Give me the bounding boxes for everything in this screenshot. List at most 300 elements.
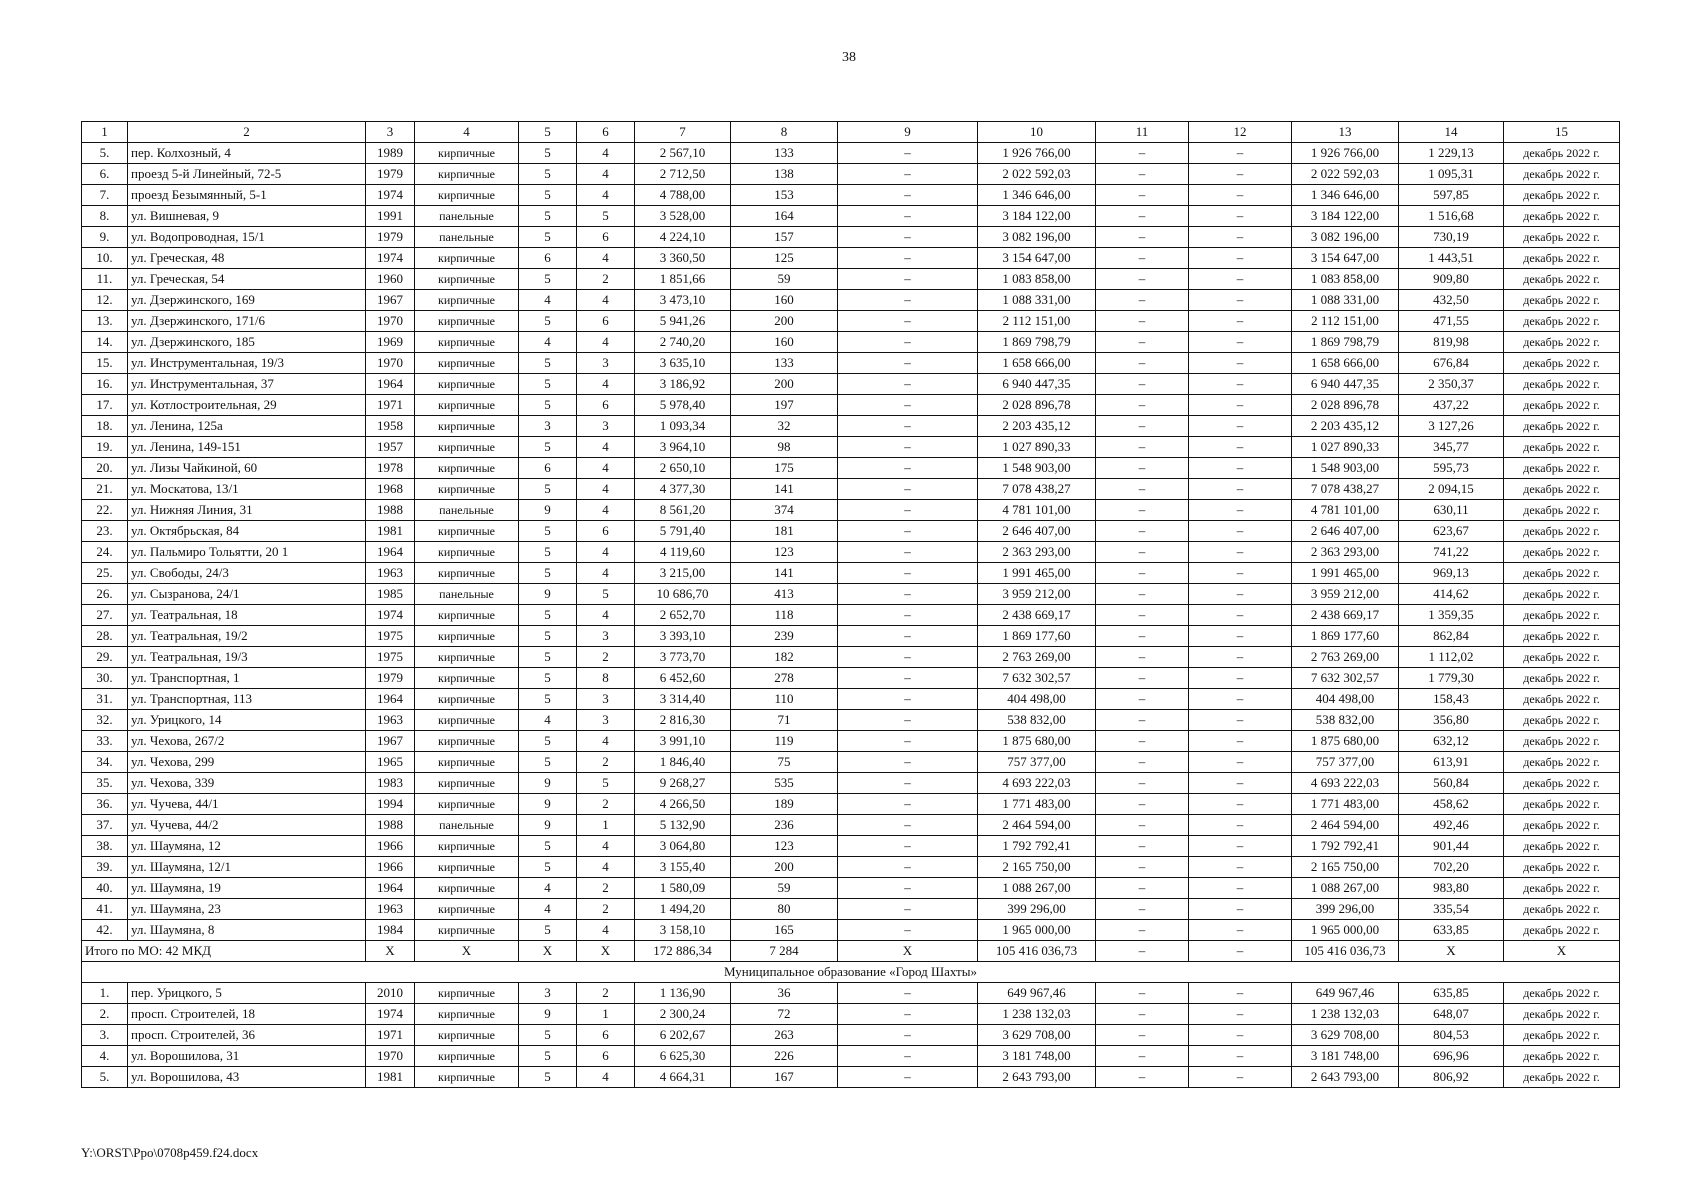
cell-year: 1964 [366, 689, 415, 710]
cell-address: ул. Театральная, 19/3 [128, 647, 366, 668]
cell-unit-cost: 1 229,13 [1399, 143, 1504, 164]
cell-cost: 2 438 669,17 [978, 605, 1096, 626]
cell-people: 226 [731, 1046, 838, 1067]
cell-col12: – [1189, 1025, 1292, 1046]
cell-entrances: 4 [577, 458, 635, 479]
cell-col12: – [1189, 458, 1292, 479]
cell-address: просп. Строителей, 18 [128, 1004, 366, 1025]
cell-area: 3 155,40 [635, 857, 731, 878]
cell-total: 7 632 302,57 [1292, 668, 1399, 689]
cell-col12: – [1189, 815, 1292, 836]
cell-number: 21. [82, 479, 128, 500]
cell-col11: – [1096, 1046, 1189, 1067]
cell-col11: – [1096, 605, 1189, 626]
cell-date: декабрь 2022 г. [1504, 899, 1620, 920]
cell-date: декабрь 2022 г. [1504, 836, 1620, 857]
cell-entrances: 2 [577, 752, 635, 773]
cell-col12: – [1189, 542, 1292, 563]
cell-cost: 1 083 858,00 [978, 269, 1096, 290]
cell-area: 1 580,09 [635, 878, 731, 899]
cell-floors: 9 [519, 773, 577, 794]
cell-number: 4. [82, 1046, 128, 1067]
cell-total: 1 088 331,00 [1292, 290, 1399, 311]
cell-col11: – [1096, 563, 1189, 584]
cell-total: 1 965 000,00 [1292, 920, 1399, 941]
cell-floors: 4 [519, 710, 577, 731]
cell-area: 5 978,40 [635, 395, 731, 416]
column-header: 7 [635, 122, 731, 143]
cell-cost: 1 875 680,00 [978, 731, 1096, 752]
cell-address: ул. Чехова, 299 [128, 752, 366, 773]
cell-col12: – [1189, 269, 1292, 290]
cell-col9: – [838, 647, 978, 668]
cell-total: 1 088 267,00 [1292, 878, 1399, 899]
cell-col12: – [1189, 836, 1292, 857]
cell-entrances: 5 [577, 206, 635, 227]
cell-area: 6 625,30 [635, 1046, 731, 1067]
cell-material: кирпичные [415, 689, 519, 710]
cell-floors: 5 [519, 185, 577, 206]
cell-unit-cost: 623,67 [1399, 521, 1504, 542]
cell-unit-cost: 432,50 [1399, 290, 1504, 311]
cell-floors: 5 [519, 857, 577, 878]
table-row [82, 311, 1620, 332]
cell-col9: – [838, 1025, 978, 1046]
cell-floors: 4 [519, 878, 577, 899]
cell-entrances: 6 [577, 395, 635, 416]
cell-total: 2 203 435,12 [1292, 416, 1399, 437]
total-floors: X [519, 941, 577, 962]
cell-col9: – [838, 353, 978, 374]
cell-area: 3 360,50 [635, 248, 731, 269]
cell-unit-cost: 1 443,51 [1399, 248, 1504, 269]
cell-number: 22. [82, 500, 128, 521]
cell-number: 32. [82, 710, 128, 731]
cell-people: 118 [731, 605, 838, 626]
column-header: 2 [128, 122, 366, 143]
cell-address: ул. Москатова, 13/1 [128, 479, 366, 500]
cell-material: кирпичные [415, 647, 519, 668]
cell-col12: – [1189, 227, 1292, 248]
cell-col9: – [838, 185, 978, 206]
cell-year: 1963 [366, 899, 415, 920]
header-row [82, 122, 1620, 143]
cell-entrances: 6 [577, 311, 635, 332]
cell-col11: – [1096, 290, 1189, 311]
cell-entrances: 4 [577, 374, 635, 395]
cell-col12: – [1189, 1067, 1292, 1088]
cell-material: кирпичные [415, 752, 519, 773]
cell-number: 29. [82, 647, 128, 668]
cell-date: декабрь 2022 г. [1504, 290, 1620, 311]
column-header: 4 [415, 122, 519, 143]
cell-unit-cost: 414,62 [1399, 584, 1504, 605]
cell-cost: 649 967,46 [978, 983, 1096, 1004]
cell-col12: – [1189, 1046, 1292, 1067]
cell-year: 1965 [366, 752, 415, 773]
cell-material: кирпичные [415, 521, 519, 542]
cell-people: 75 [731, 752, 838, 773]
cell-cost: 1 088 331,00 [978, 290, 1096, 311]
cell-people: 71 [731, 710, 838, 731]
total-col9: X [838, 941, 978, 962]
cell-entrances: 3 [577, 710, 635, 731]
cell-year: 2010 [366, 983, 415, 1004]
cell-col12: – [1189, 920, 1292, 941]
table-row [82, 647, 1620, 668]
cell-people: 236 [731, 815, 838, 836]
cell-people: 535 [731, 773, 838, 794]
cell-year: 1958 [366, 416, 415, 437]
cell-year: 1978 [366, 458, 415, 479]
section2-body [82, 983, 1620, 1088]
table-row [82, 332, 1620, 353]
cell-col11: – [1096, 500, 1189, 521]
cell-unit-cost: 909,80 [1399, 269, 1504, 290]
cell-col12: – [1189, 710, 1292, 731]
cell-total: 3 181 748,00 [1292, 1046, 1399, 1067]
cell-cost: 404 498,00 [978, 689, 1096, 710]
table-row [82, 437, 1620, 458]
cell-col9: – [838, 983, 978, 1004]
cell-year: 1979 [366, 668, 415, 689]
cell-cost: 2 028 896,78 [978, 395, 1096, 416]
cell-address: ул. Урицкого, 14 [128, 710, 366, 731]
cell-col12: – [1189, 647, 1292, 668]
cell-unit-cost: 648,07 [1399, 1004, 1504, 1025]
cell-material: кирпичные [415, 542, 519, 563]
cell-number: 36. [82, 794, 128, 815]
cell-material: кирпичные [415, 878, 519, 899]
cell-floors: 5 [519, 605, 577, 626]
table-row [82, 416, 1620, 437]
cell-cost: 1 088 267,00 [978, 878, 1096, 899]
cell-floors: 5 [519, 920, 577, 941]
cell-year: 1970 [366, 311, 415, 332]
cell-address: пер. Колхозный, 4 [128, 143, 366, 164]
cell-floors: 5 [519, 836, 577, 857]
cell-col11: – [1096, 269, 1189, 290]
cell-cost: 2 643 793,00 [978, 1067, 1096, 1088]
cell-cost: 2 112 151,00 [978, 311, 1096, 332]
cell-total: 1 548 903,00 [1292, 458, 1399, 479]
cell-cost: 1 658 666,00 [978, 353, 1096, 374]
cell-people: 160 [731, 290, 838, 311]
cell-number: 16. [82, 374, 128, 395]
cell-area: 6 202,67 [635, 1025, 731, 1046]
cell-area: 3 215,00 [635, 563, 731, 584]
cell-cost: 399 296,00 [978, 899, 1096, 920]
cell-address: пер. Урицкого, 5 [128, 983, 366, 1004]
cell-material: кирпичные [415, 374, 519, 395]
cell-total: 4 693 222,03 [1292, 773, 1399, 794]
cell-address: ул. Шаумяна, 8 [128, 920, 366, 941]
column-header: 15 [1504, 122, 1620, 143]
cell-floors: 5 [519, 521, 577, 542]
cell-area: 2 652,70 [635, 605, 731, 626]
cell-year: 1974 [366, 1004, 415, 1025]
cell-col12: – [1189, 143, 1292, 164]
cell-year: 1964 [366, 878, 415, 899]
cell-number: 1. [82, 983, 128, 1004]
cell-unit-cost: 471,55 [1399, 311, 1504, 332]
cell-cost: 3 184 122,00 [978, 206, 1096, 227]
cell-unit-cost: 862,84 [1399, 626, 1504, 647]
table-row [82, 689, 1620, 710]
cell-year: 1970 [366, 1046, 415, 1067]
cell-entrances: 3 [577, 626, 635, 647]
cell-total: 3 082 196,00 [1292, 227, 1399, 248]
cell-people: 133 [731, 353, 838, 374]
cell-date: декабрь 2022 г. [1504, 773, 1620, 794]
cell-date: декабрь 2022 г. [1504, 353, 1620, 374]
cell-floors: 9 [519, 1004, 577, 1025]
cell-col9: – [838, 752, 978, 773]
cell-date: декабрь 2022 г. [1504, 311, 1620, 332]
cell-address: ул. Шаумяна, 12/1 [128, 857, 366, 878]
cell-col9: – [838, 773, 978, 794]
cell-material: кирпичные [415, 1025, 519, 1046]
cell-address: ул. Транспортная, 1 [128, 668, 366, 689]
cell-date: декабрь 2022 г. [1504, 437, 1620, 458]
cell-year: 1989 [366, 143, 415, 164]
cell-material: кирпичные [415, 1004, 519, 1025]
cell-cost: 1 027 890,33 [978, 437, 1096, 458]
cell-year: 1957 [366, 437, 415, 458]
cell-total: 1 792 792,41 [1292, 836, 1399, 857]
cell-col12: – [1189, 290, 1292, 311]
cell-total: 1 869 177,60 [1292, 626, 1399, 647]
cell-address: ул. Дзержинского, 171/6 [128, 311, 366, 332]
cell-area: 8 561,20 [635, 500, 731, 521]
cell-col9: – [838, 290, 978, 311]
cell-year: 1964 [366, 374, 415, 395]
cell-area: 4 119,60 [635, 542, 731, 563]
cell-floors: 5 [519, 731, 577, 752]
cell-col12: – [1189, 878, 1292, 899]
cell-col9: – [838, 626, 978, 647]
cell-date: декабрь 2022 г. [1504, 584, 1620, 605]
cell-area: 9 268,27 [635, 773, 731, 794]
cell-col9: – [838, 227, 978, 248]
cell-unit-cost: 356,80 [1399, 710, 1504, 731]
cell-number: 23. [82, 521, 128, 542]
cell-material: кирпичные [415, 395, 519, 416]
cell-floors: 6 [519, 248, 577, 269]
cell-cost: 2 363 293,00 [978, 542, 1096, 563]
cell-floors: 5 [519, 395, 577, 416]
cell-floors: 5 [519, 311, 577, 332]
cell-col9: – [838, 1067, 978, 1088]
cell-number: 25. [82, 563, 128, 584]
cell-number: 12. [82, 290, 128, 311]
table-row [82, 521, 1620, 542]
cell-area: 4 377,30 [635, 479, 731, 500]
cell-people: 200 [731, 311, 838, 332]
table-row [82, 920, 1620, 941]
cell-unit-cost: 806,92 [1399, 1067, 1504, 1088]
table-row [82, 563, 1620, 584]
page-number: 38 [842, 50, 856, 65]
cell-material: кирпичные [415, 857, 519, 878]
cell-number: 9. [82, 227, 128, 248]
cell-address: ул. Шаумяна, 19 [128, 878, 366, 899]
cell-col12: – [1189, 437, 1292, 458]
cell-area: 3 528,00 [635, 206, 731, 227]
cell-address: просп. Строителей, 36 [128, 1025, 366, 1046]
cell-area: 1 093,34 [635, 416, 731, 437]
cell-col12: – [1189, 605, 1292, 626]
table-row [82, 857, 1620, 878]
cell-col9: – [838, 164, 978, 185]
cell-total: 1 869 798,79 [1292, 332, 1399, 353]
cell-entrances: 2 [577, 899, 635, 920]
cell-col9: – [838, 878, 978, 899]
cell-number: 6. [82, 164, 128, 185]
cell-col11: – [1096, 794, 1189, 815]
cell-floors: 5 [519, 374, 577, 395]
cell-col11: – [1096, 983, 1189, 1004]
table-row [82, 542, 1620, 563]
cell-people: 182 [731, 647, 838, 668]
cell-entrances: 4 [577, 731, 635, 752]
table-row [82, 1004, 1620, 1025]
cell-col9: – [838, 731, 978, 752]
cell-floors: 3 [519, 416, 577, 437]
total-entrances: X [577, 941, 635, 962]
cell-people: 153 [731, 185, 838, 206]
cell-area: 2 740,20 [635, 332, 731, 353]
cell-entrances: 3 [577, 353, 635, 374]
cell-year: 1964 [366, 542, 415, 563]
cell-col12: – [1189, 521, 1292, 542]
cell-col11: – [1096, 395, 1189, 416]
cell-cost: 1 238 132,03 [978, 1004, 1096, 1025]
cell-col11: – [1096, 920, 1189, 941]
cell-col9: – [838, 143, 978, 164]
cell-col11: – [1096, 248, 1189, 269]
cell-col9: – [838, 815, 978, 836]
cell-cost: 757 377,00 [978, 752, 1096, 773]
cell-col12: – [1189, 752, 1292, 773]
cell-entrances: 4 [577, 920, 635, 941]
cell-unit-cost: 2 350,37 [1399, 374, 1504, 395]
cell-address: ул. Транспортная, 113 [128, 689, 366, 710]
cell-number: 11. [82, 269, 128, 290]
cell-number: 10. [82, 248, 128, 269]
cell-col12: – [1189, 185, 1292, 206]
cell-total: 1 083 858,00 [1292, 269, 1399, 290]
cell-number: 28. [82, 626, 128, 647]
cell-col9: – [838, 920, 978, 941]
cell-entrances: 4 [577, 605, 635, 626]
cell-total: 538 832,00 [1292, 710, 1399, 731]
cell-total: 2 763 269,00 [1292, 647, 1399, 668]
cell-area: 3 473,10 [635, 290, 731, 311]
cell-entrances: 4 [577, 857, 635, 878]
cell-col11: – [1096, 521, 1189, 542]
table-row [82, 584, 1620, 605]
cell-col11: – [1096, 1004, 1189, 1025]
cell-area: 1 136,90 [635, 983, 731, 1004]
cell-total: 2 112 151,00 [1292, 311, 1399, 332]
cell-col11: – [1096, 143, 1189, 164]
cell-cost: 3 082 196,00 [978, 227, 1096, 248]
cell-year: 1967 [366, 731, 415, 752]
table-row [82, 374, 1620, 395]
cell-address: ул. Ворошилова, 43 [128, 1067, 366, 1088]
cell-unit-cost: 696,96 [1399, 1046, 1504, 1067]
cell-date: декабрь 2022 г. [1504, 1025, 1620, 1046]
cell-col9: – [838, 248, 978, 269]
cell-cost: 3 959 212,00 [978, 584, 1096, 605]
cell-area: 4 788,00 [635, 185, 731, 206]
cell-floors: 5 [519, 689, 577, 710]
cell-col12: – [1189, 311, 1292, 332]
cell-col9: – [838, 689, 978, 710]
cell-col12: – [1189, 479, 1292, 500]
cell-unit-cost: 345,77 [1399, 437, 1504, 458]
cell-people: 123 [731, 836, 838, 857]
cell-date: декабрь 2022 г. [1504, 206, 1620, 227]
cell-year: 1963 [366, 710, 415, 731]
cell-number: 15. [82, 353, 128, 374]
cell-date: декабрь 2022 г. [1504, 227, 1620, 248]
cell-unit-cost: 595,73 [1399, 458, 1504, 479]
table-row [82, 731, 1620, 752]
cell-col11: – [1096, 206, 1189, 227]
cell-col11: – [1096, 437, 1189, 458]
table-row [82, 710, 1620, 731]
cell-number: 13. [82, 311, 128, 332]
cell-floors: 4 [519, 332, 577, 353]
cell-year: 1994 [366, 794, 415, 815]
table-row [82, 752, 1620, 773]
cell-entrances: 1 [577, 1004, 635, 1025]
cell-area: 3 773,70 [635, 647, 731, 668]
total-row [82, 941, 1620, 962]
total-cost: 105 416 036,73 [978, 941, 1096, 962]
table-row [82, 983, 1620, 1004]
cell-area: 3 635,10 [635, 353, 731, 374]
cell-address: ул. Котлостроительная, 29 [128, 395, 366, 416]
cell-date: декабрь 2022 г. [1504, 1046, 1620, 1067]
cell-cost: 7 078 438,27 [978, 479, 1096, 500]
cell-number: 38. [82, 836, 128, 857]
cell-col9: – [838, 416, 978, 437]
cell-col11: – [1096, 899, 1189, 920]
cell-total: 757 377,00 [1292, 752, 1399, 773]
cell-area: 1 494,20 [635, 899, 731, 920]
cell-number: 3. [82, 1025, 128, 1046]
cell-col11: – [1096, 458, 1189, 479]
column-header: 3 [366, 122, 415, 143]
cell-floors: 5 [519, 1025, 577, 1046]
cell-cost: 2 165 750,00 [978, 857, 1096, 878]
cell-entrances: 8 [577, 668, 635, 689]
cell-material: кирпичные [415, 773, 519, 794]
cell-total: 2 464 594,00 [1292, 815, 1399, 836]
cell-floors: 5 [519, 647, 577, 668]
cell-entrances: 4 [577, 248, 635, 269]
cell-address: ул. Чехова, 339 [128, 773, 366, 794]
cell-unit-cost: 3 127,26 [1399, 416, 1504, 437]
cell-cost: 1 548 903,00 [978, 458, 1096, 479]
cell-cost: 2 646 407,00 [978, 521, 1096, 542]
table-row [82, 269, 1620, 290]
cell-entrances: 4 [577, 1067, 635, 1088]
cell-material: кирпичные [415, 899, 519, 920]
